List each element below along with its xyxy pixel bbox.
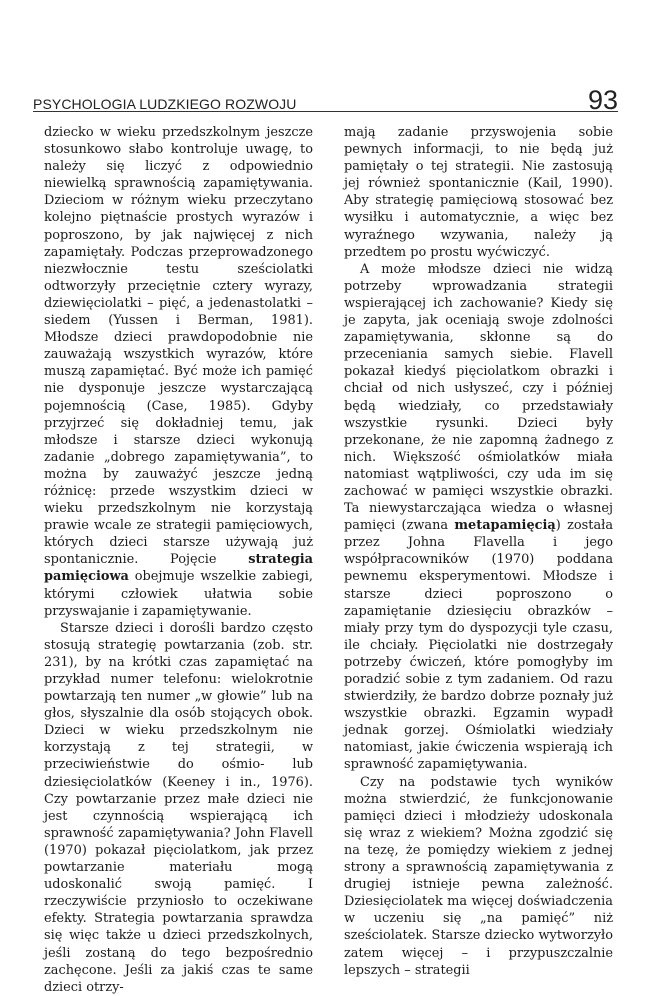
key-term-metamemory: metapamięcią (454, 518, 556, 534)
paragraph (44, 124, 313, 620)
page-number: 93 (587, 85, 618, 115)
running-header (33, 82, 618, 115)
paragraph: mają zadanie przyswojenia sobie pewnych informacji, to nie będą już pamiętały o tej strategii. Nie zastosują jej również spontanicznie (Kail, 1990). Aby strategię pamięciową stosować bez wysiłku i automatycznie, a więc bez wyraźnego wzywania, należy ją przedtem po prostu wyćwiczyć. (344, 125, 613, 260)
left-column (44, 124, 313, 996)
paragraph-text: dziecko w wieku przedszkolnym jeszcze stosunkowo słabo kontroluje uwagę, to należy się liczyć z odpowiednio niewielką sprawnością zapamiętywania. Dzieciom w różnym wieku przeczytano kolejno piętnaście prostych wyrazów i poproszono, by jak najwięcej z nich zapamiętały. Podczas przeprowadzonego niezwłocznie testu sześciolatki odtworzyły przeciętnie cztery wyrazy, dziewięciolatki – pięć, a jedenastolatki – siedem (Yussen i Berman, 1981). Młodsze dzieci prawdopodobnie nie zauważają wszystkich wyrazów, które muszą zapamiętać. Być może ich pamięć nie dysponuje jeszcze wystarczającą pojemnością (Case, 1985). Gdyby przyjrzeć się dokładniej temu, jak młodsze i starsze dzieci wykonują zadanie „dobrego zapamiętywania”, to można by zauważyć jeszcze jedną różnicę: przede wszystkim dzieci w wieku przedszkolnym nie korzystają prawie wcale ze strategii pamięciowych, których dzieci starsze używają już spontanicznie. Pojęcie (44, 125, 313, 568)
paragraph: Starsze dzieci i dorośli bardzo często stosują strategię powtarzania (zob. str. 231), by na krótki czas zapamiętać na przykład numer telefonu: wielokrotnie powtarzają ten numer „w głowie” lub na głos, słyszalnie dla osób stojących obok. Dzieci w wieku przedszkolnym nie korzystają z tej strategii, w przeciwieństwie do ośmio- lub dziesięciolatków (Keeney i in., 1976). Czy powtarzanie przez małe dzieci nie jest czynnością wspierającą ich sprawność zapamiętywania? John Flavell (1970) pokazał pięciolatkom, jak przez powtarzanie materiału mogą udoskonalić swoją pamięć. I rzeczywiście przyniosło to oczekiwane efekty. Strategia powtarzania sprawdza się więc także u dzieci przedszkolnych, jeśli zostaną do tego bezpośrednio zachęcone. Jeśli za jakiś czas te same dzieci otrzy- (44, 620, 313, 995)
paragraph: Czy na podstawie tych wyników można stwierdzić, że funkcjonowanie pamięci dzieci i młodzieży udoskonala się wraz z wiekiem? Można zgodzić się na tezę, że pomiędzy wiekiem z jednej strony a sprawnością zapamiętywania z drugiej istnieje pewna zależność. Dziesięciolatek ma więcej doświadczenia w uczeniu się „na pamięć” niż sześciolatek. Starsze dziecko wytworzyło zatem więcej – i przypuszczalnie lepszych – strategii (344, 774, 613, 978)
header-rule (33, 111, 618, 112)
running-title: PSYCHOLOGIA LUDZKIEGO ROZWOJU (33, 96, 297, 112)
paragraph-text: A może młodsze dzieci nie widzą potrzeby wprowadzania strategii wspierającej ich zachowanie? Kiedy się je zapyta, jak oceniają swoje zdolności zapamiętywania, skłonne są do przeceniania samych siebie. Flavell pokazał kiedyś pięciolatkom obrazki i chciał od nich usłyszeć, czy i później będą wiedziały, co przedstawiały wszystkie rysunki. Dzieci były przekonane, że nie zapomną żadnego z nich. Większość ośmiolatków miała natomiast wątpliwości, czy uda im się zachować w pamięci wszystkie obrazki. Ta niewystarczająca wiedza o własnej pamięci (zwana (344, 261, 613, 534)
key-term-memory-strategy: strategia pamięciowa (44, 552, 313, 585)
right-column (344, 124, 613, 979)
paragraph-text: obejmuje wszelkie zabiegi, którymi człowiek ułatwia sobie przyswajanie i zapamiętywanie. (44, 569, 313, 619)
paragraph (344, 261, 613, 774)
paragraph-text: ) została przez Johna Flavella i jego współpracowników (1970) poddana pewnemu eksperymentowi. Młodsze i starsze dzieci poproszono o zapamiętanie dziesięciu obrazków – miały przy tym do dyspozycji tyle czasu, ile chciały. Pięciolatki nie dostrzegały potrzeby ćwiczeń, które pomogłyby im poradzić sobie z tym zadaniem. Od razu stwierdziły, że bardzo dobrze poznały już wszystkie obrazki. Egzamin wypadł jednak gorzej. Ośmiolatki wiedziały natomiast, jakie ćwiczenia wspierają ich sprawność zapamiętywania. (344, 518, 613, 773)
